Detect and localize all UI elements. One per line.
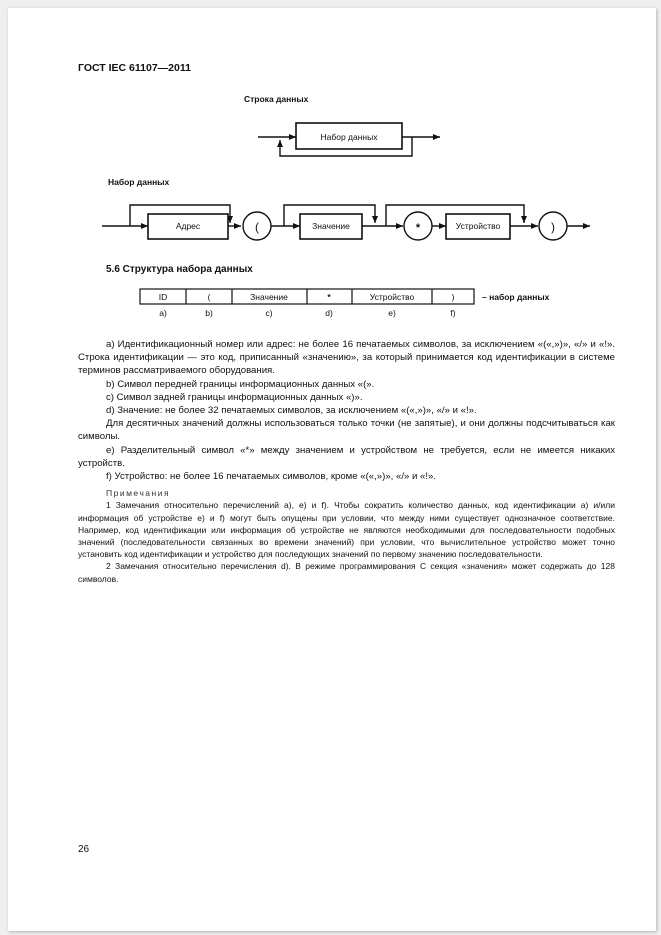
paragraph-c: c) Символ задней границы информационных данных «)».	[106, 391, 363, 403]
value-label: Значение	[312, 221, 350, 231]
page-number: 26	[78, 844, 90, 855]
structure-table	[0, 282, 661, 322]
section-title: 5.6 Структура набора данных	[106, 264, 253, 275]
table-letter-e: e)	[388, 308, 396, 318]
set-diagram-label: Набор данных	[108, 177, 170, 187]
table-letter-d: d)	[325, 308, 333, 318]
unit-label: Устройство	[455, 221, 501, 231]
table-letter-c: c)	[265, 308, 273, 318]
table-cell-value: Значение	[250, 292, 288, 302]
table-letter-b: b)	[205, 308, 213, 318]
table-cell-open: (	[207, 292, 211, 302]
close-paren-label: )	[551, 220, 555, 234]
body-text	[78, 338, 615, 585]
notes-block	[78, 487, 615, 585]
syntax-diagrams	[0, 0, 661, 260]
paragraph-a: a) Идентификационный номер или адрес: не более 16 печатаемых символов, за исключением «(«,»)», «/» и «!». Строка идентификации — это код, приписанный «значению», за который принимается код идентификации в системе терминов рассматриваемого оборудования.	[78, 339, 615, 377]
table-letter-a: a)	[159, 308, 167, 318]
record-diagram-label: Строка данных	[244, 94, 309, 104]
open-paren-label: (	[255, 220, 259, 234]
record-box-label: Набор данных	[320, 132, 378, 142]
address-label: Адрес	[175, 221, 201, 231]
table-letter-f: f)	[450, 308, 456, 318]
paragraph-f: f) Устройство: не более 16 печатаемых символов, кроме «(«,»)», «/» и «!».	[106, 471, 437, 483]
table-cell-unit: Устройство	[369, 292, 415, 302]
paragraph-d: d) Значение: не более 32 печатаемых символов, за исключением «(«,»)», «/» и «!».	[106, 405, 477, 417]
paragraph-decimal: Для десятичных значений должны использоваться только точки (не запятые), и они должны подсчитываться как символы.	[78, 418, 615, 443]
notes-title: Примечания	[106, 488, 171, 499]
table-cell-close: )	[451, 292, 455, 302]
note-1: 1 Замечания относительно перечислений а), е) и f). Чтобы сократить количество данных, код идентификации а) и/или информация об устройстве е) и f) могут быть опущены при условии, что между ними существует однозначное соответствие. Например, код идентификации или информация об устройстве не являются необходимыми для последовательности подобных значений (последовательности связанных во времени значений) при условии, что вычислительное устройство может точно установить код идентификации и устройство для последующих значений по первому значению последовательности.	[78, 500, 615, 560]
paragraph-b: b) Символ передней границы информационных данных «(».	[106, 378, 375, 390]
table-cell-star: *	[327, 292, 331, 302]
document-header: ГОСТ IEC 61107—2011	[78, 62, 191, 74]
table-cell-id: ID	[158, 292, 168, 302]
paragraph-e: e) Разделительный символ «*» между значением и устройством не требуется, если не имеется никаких устройств.	[78, 444, 615, 469]
star-label: *	[415, 222, 421, 234]
note-2: 2 Замечания относительно перечисления d). В режиме программирования С секция «значения» может содержать до 128 символов.	[78, 561, 615, 584]
table-caption: – набор данных	[482, 292, 550, 302]
